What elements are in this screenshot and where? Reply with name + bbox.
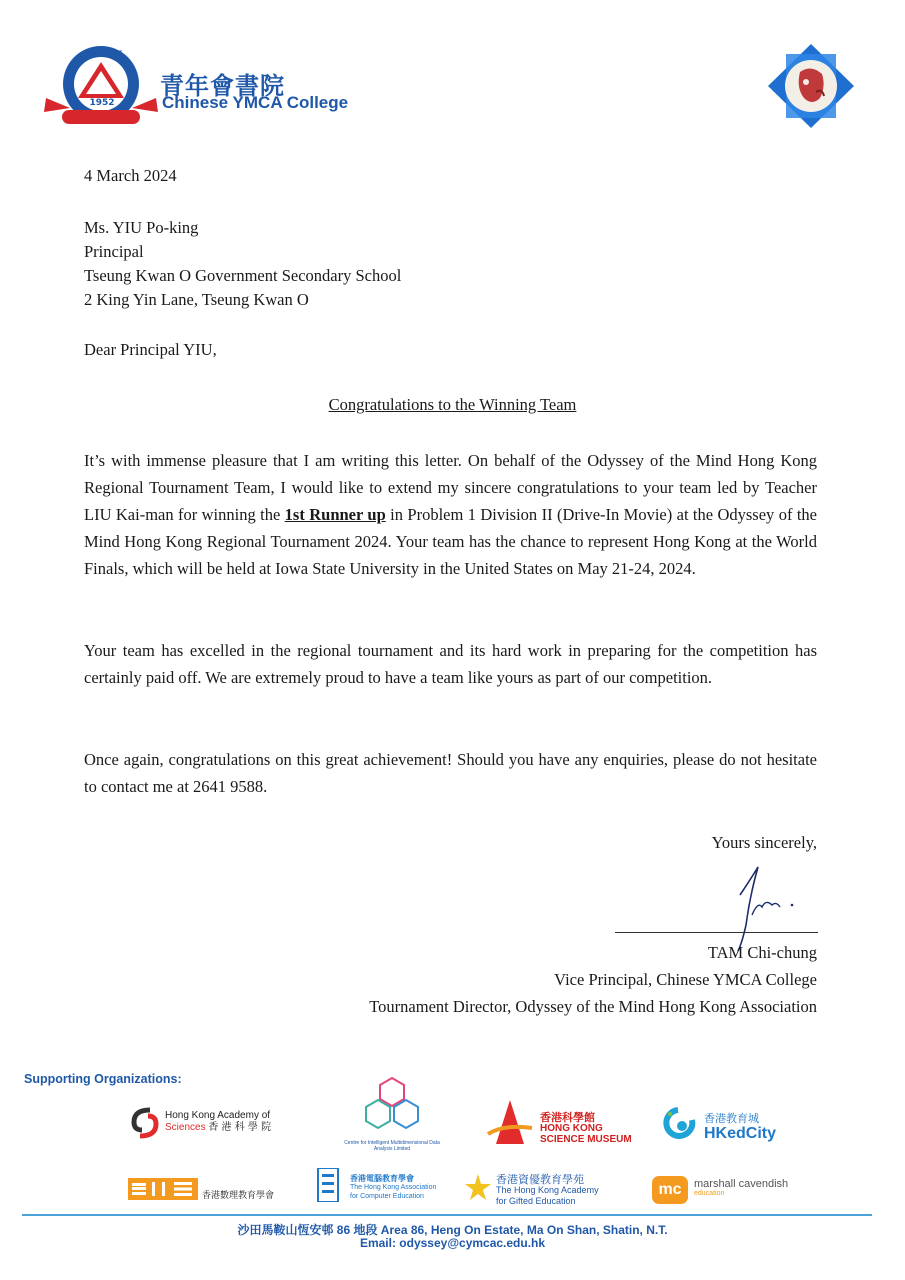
science-museum-logo-mark [484,1098,536,1148]
recipient-title: Principal [84,242,144,261]
hkedcity-logo-mark [662,1106,702,1142]
signer-name: TAM Chi-chung [707,943,817,962]
recipient-school: Tseung Kwan O Government Secondary School [84,266,402,285]
paragraph-1-details: in Problem 1 Division II (Drive-In Movie) at the Odyssey of the Mind Hong Kong Regional Tournament 2024. Your team has the chance to represent Hong Kong at the World Finals, which will be held at Iowa State University in the United States on May 21-24, 2024. [84,505,817,578]
footer-email: Email: odyssey@cymcac.edu.hk [359,1236,546,1250]
hkas-name [165,1110,271,1134]
signer-title-2: Tournament Director, Odyssey of the Mind Hong Kong Association [369,997,817,1016]
closing: Yours sincerely, [711,833,817,852]
recipient-name: Ms. YIU Po-king [84,218,199,237]
marshall-cavendish-logo-mark: mc [652,1176,688,1204]
signature-line [615,932,818,933]
footer-address: 沙田馬鞍山恆安邨 86 地段 Area 86, Heng On Estate, Ma On Shan, Shatin, N.T. [237,1223,668,1237]
hkas-name-en-1: Hong Kong Academy of [165,1110,271,1121]
hkedcity-name-en: HKedCity [704,1125,777,1142]
hkace-logo-mark [310,1168,350,1202]
science-museum-name-en-1: HONG KONG [540,1123,603,1134]
seal-year-text: 1952 [89,98,115,108]
cimda-name: Centre for Intelligent Multidimensional Data Analysis Limited [344,1140,440,1152]
hkas-name-en-2: Sciences [165,1122,206,1133]
sme-name-cn: 香港數理教育學會 [202,1191,275,1201]
recipient-block [84,214,401,313]
marshall-cavendish-name [694,1178,788,1197]
letter-date: 4 March 2024 [84,166,177,185]
hkace-name-en-1: The Hong Kong Association [350,1184,437,1191]
letter-subject: Congratulations to the Winning Team [328,395,577,414]
paragraph-3: Once again, congratulations on this great achievement! Should you have any enquiries, please do not hesitate to contact me at 2641 9588. [84,750,817,796]
recipient-address: 2 King Yin Lane, Tseung Kwan O [84,290,309,309]
hkace-name [350,1174,436,1201]
hkas-name-cn: 香 港 科 學 院 [208,1122,272,1133]
gifted-academy-name [496,1174,599,1207]
gifted-academy-name-cn: 香港資優教育學苑 [496,1173,584,1186]
signer-title-1: Vice Principal, Chinese YMCA College [554,970,817,989]
hkas-logo-mark [128,1106,162,1140]
hkace-name-cn: 香港電腦教育學會 [350,1174,414,1183]
science-museum-name [540,1112,632,1145]
seal-spirit-text: SPIRIT [100,50,122,57]
science-museum-name-cn: 香港科學館 [540,1111,595,1124]
salutation: Dear Principal YIU, [84,340,217,359]
paragraph-2: Your team has excelled in the regional tournament and its hard work in preparing for the competition has certainly paid off. We are extremely proud to have a team like yours as part of our competition. [84,641,817,687]
supporting-organizations-label: Supporting Organizations: [24,1072,182,1086]
award-highlight: 1st Runner up [284,505,386,524]
marshall-cavendish-name-en: marshall cavendish [694,1178,789,1190]
gifted-academy-name-en-2: for Gifted Education [496,1196,576,1206]
seal-ring-text: CHINESE YMCA COLLEGE [61,35,145,42]
hkedcity-name-cn: 香港教育城 [704,1112,759,1125]
gifted-academy-name-en-1: The Hong Kong Academy [496,1185,599,1195]
college-name-chinese: 青年會書院 [160,72,285,100]
footer-divider [22,1214,872,1216]
science-museum-name-en-2: SCIENCE MUSEUM [540,1134,632,1145]
cimda-logo-mark [360,1076,424,1140]
hkace-name-en-2: for Computer Education [350,1193,424,1200]
marshall-cavendish-sub: education [694,1190,725,1197]
odyssey-emblem-logo [766,42,856,130]
paragraph-1 [84,447,817,582]
hkedcity-name [704,1110,776,1142]
paragraph-1-intro: It’s with immense pleasure that I am writing this letter. On behalf of the Odyssey of the Mind Hong Kong Regional Tournament Team, I would like to extend my sincere congratulations to your team led by Teacher LIU Kai-man for winning the [84,451,817,524]
gifted-academy-logo-mark [464,1172,492,1206]
college-name-english: Chinese YMCA College [162,93,349,112]
sme-logo-mark [128,1178,198,1200]
